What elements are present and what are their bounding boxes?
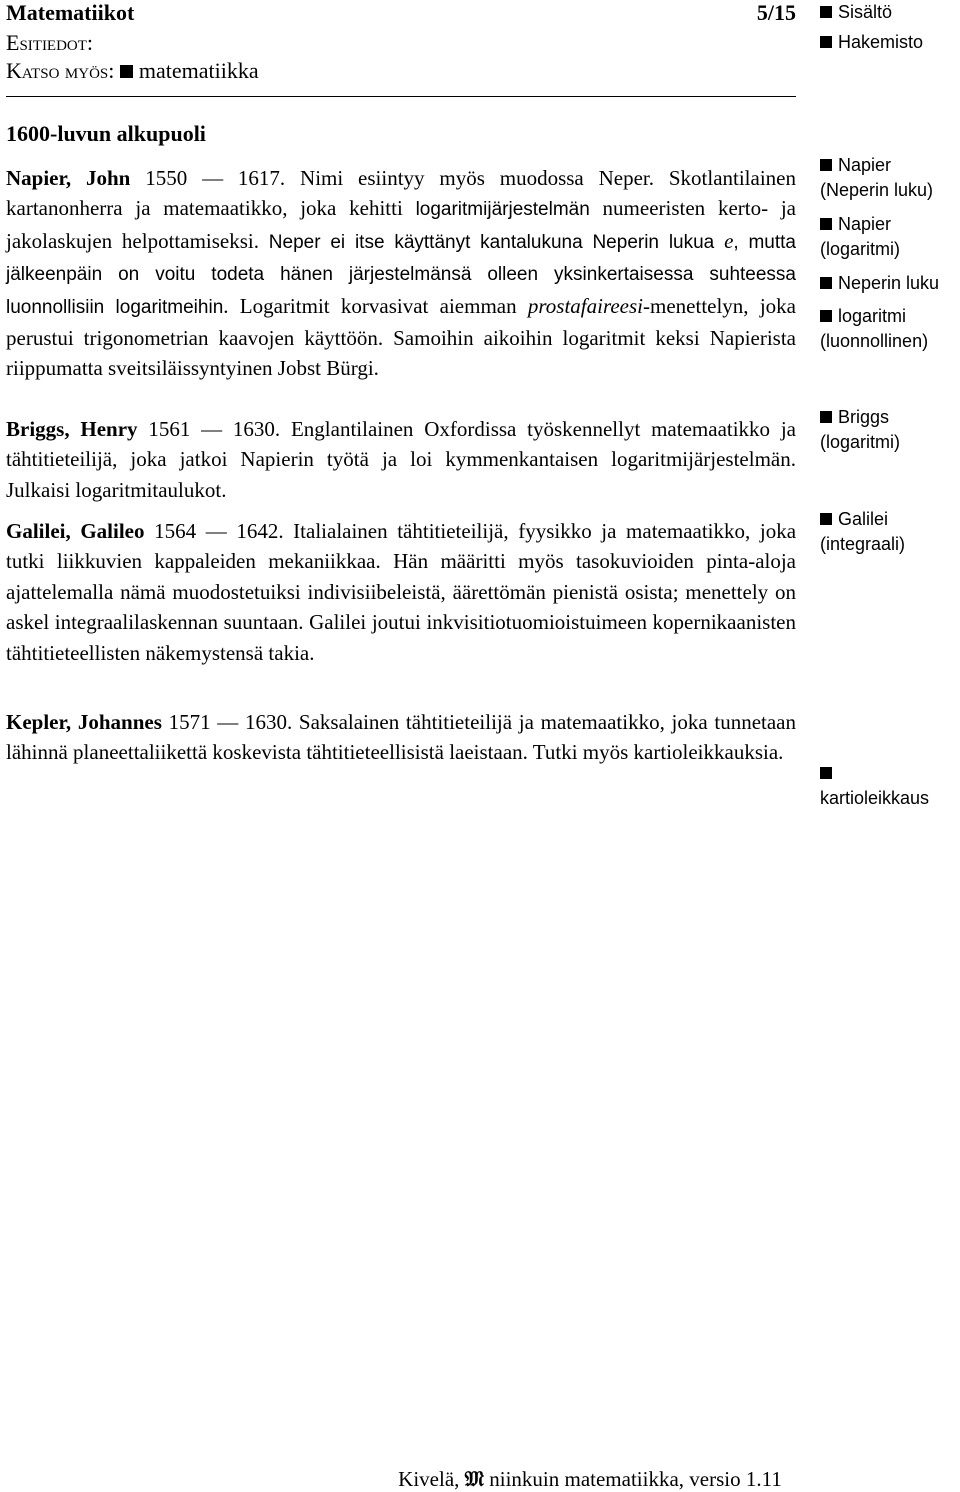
entry-briggs [6, 414, 796, 505]
link-square-icon [820, 6, 832, 18]
link-text: , mutta jälkeenpäin on voitu todeta hänen järjestelmänsä olleen yksinkertaisessa suhteessa luonnollisiin logaritmeihin [6, 231, 797, 318]
nav-index-label: Hakemisto [838, 32, 924, 52]
section-title: 1600-luvun alkupuoli [6, 121, 206, 146]
link-kartioleikkauksia[interactable]: kartioleikkauksia [633, 740, 779, 765]
entry-text: Englantilainen Oxfordissa työskennellyt matemaatikko ja tähtitieteilijä, joka jatkoi Napierin työtä ja loi kymmenkantaisen logaritmijärjestelmän. Julkaisi logaritmitaulukot. [6, 417, 796, 502]
footer-author: Kivelä, [398, 1467, 465, 1491]
entry-years: 1571 — 1630. [168, 710, 293, 734]
side-link-briggs-logaritmi[interactable] [820, 405, 958, 455]
link-square-icon [820, 513, 832, 525]
side-link-label: kartioleikkaus [820, 788, 930, 808]
side-link-napier-logaritmi[interactable] [820, 212, 958, 262]
side-link-label: (integraali) [820, 534, 906, 554]
entry-text: -menettelyn, joka perustui trigonometrian kaavojen käyttöön. Samoihin aikoihin logaritmit keksi Napierista riippumatta sveitsiläissyntyinen Jobst Bürgi. [6, 293, 796, 381]
page-header [6, 0, 796, 96]
side-link-logaritmi-luonnollinen[interactable] [820, 304, 958, 354]
side-link-galilei-integraali[interactable] [820, 507, 958, 557]
entry-text: Italialainen tähtitieteilijä, fyysikko ja matemaatikko, joka tutki liikkuvien kappaleiden mekaniikkaa. Hän määritti myös tasokuvioiden pinta-aloja ajattelemalla nämä muodostetuiksi indivisiibeleistä, äärettömän pienistä osista; menettely on askel integraalilaskennan suuntaan. Galilei joutui inkvisitiotuomioistuimeen kopernikaanisten tähtitieteellisten näkemystensä takia. [6, 519, 797, 665]
side-link-label: Napier [838, 214, 892, 234]
side-link-label: (Neperin luku) [820, 180, 934, 200]
side-link-label: Napier [838, 155, 892, 175]
main-column [6, 0, 797, 765]
entry-galilei [6, 516, 796, 668]
side-link-napier-neperin-luku[interactable] [820, 153, 958, 203]
link-square-icon [820, 36, 832, 48]
entry-text: . Logaritmit korvasivat aiemman [223, 293, 528, 318]
page-footer [0, 1466, 960, 1492]
link-square-icon [820, 767, 832, 779]
see-also-link-label: matematiikka [138, 58, 259, 83]
nav-contents[interactable] [820, 0, 958, 25]
footer-title: niinkuin matematiikka, versio 1.11 [483, 1467, 782, 1491]
see-also-label: Katso myös: [6, 58, 115, 83]
entry-text: Nimi esiintyy myös muodossa Neper. Skotlantilainen kartanonherra ja matemaatikko, joka kehitti [6, 166, 796, 221]
entry-name: Kepler, Johannes [6, 710, 162, 734]
page-title: Matematiikot [6, 0, 135, 25]
entry-kepler [6, 707, 796, 768]
entry-text: Saksalainen tähtitieteilijä ja matemaatikko, joka tunnetaan lähinnä planeettaliikettä koskevista tähtitieteellisistä laeistaan. Tutki myös [6, 710, 797, 765]
link-square-icon [820, 411, 832, 423]
side-link-label: (logaritmi) [820, 239, 901, 259]
link-square-icon [820, 159, 832, 171]
entry-name: Briggs, Henry [6, 417, 138, 441]
side-link-neperin-luku[interactable] [820, 271, 958, 296]
side-link-label: (logaritmi) [820, 432, 901, 452]
link-square-icon [820, 277, 832, 289]
entry-napier [6, 163, 796, 384]
prerequisites-label: Esitiedot: [6, 30, 94, 55]
link-logaritmijarjestelma[interactable]: logaritmijärjestelmän [415, 199, 590, 221]
entry-years: 1561 — 1630. [148, 417, 281, 441]
header-divider [6, 96, 796, 97]
entry-text: . [778, 740, 784, 765]
link-square-icon [820, 310, 832, 322]
see-also-link-matematiikka[interactable] [120, 58, 259, 83]
footer-fraktur-m: 𝔐 [464, 1466, 484, 1491]
math-e: e [724, 228, 734, 253]
entry-years: 1564 — 1642. [154, 519, 284, 543]
entry-name: Galilei, Galileo [6, 519, 145, 543]
side-link-kartioleikkaus[interactable] [820, 761, 958, 811]
entry-text: numeeristen kerto- ja jakolaskujen helpottamiseksi. [6, 196, 796, 253]
link-square-icon [120, 65, 133, 78]
link-text: Neper ei itse käyttänyt kantalukuna Neperin lukua [268, 231, 725, 253]
side-link-label: logaritmi [838, 306, 907, 326]
page-number: 5/15 [756, 0, 796, 25]
entry-years: 1550 — 1617. [145, 166, 286, 190]
emphasis-prostafaireesi: prostafaireesi [527, 293, 644, 318]
entry-name: Napier, John [6, 166, 131, 190]
see-also [6, 58, 259, 84]
side-link-label: Briggs [838, 407, 890, 427]
link-square-icon [820, 218, 832, 230]
side-link-label: Galilei [838, 509, 889, 529]
side-link-label: Neperin luku [838, 273, 940, 293]
side-link-label: (luonnollinen) [820, 331, 929, 351]
nav-index[interactable] [820, 30, 958, 55]
nav-contents-label: Sisältö [838, 2, 893, 22]
